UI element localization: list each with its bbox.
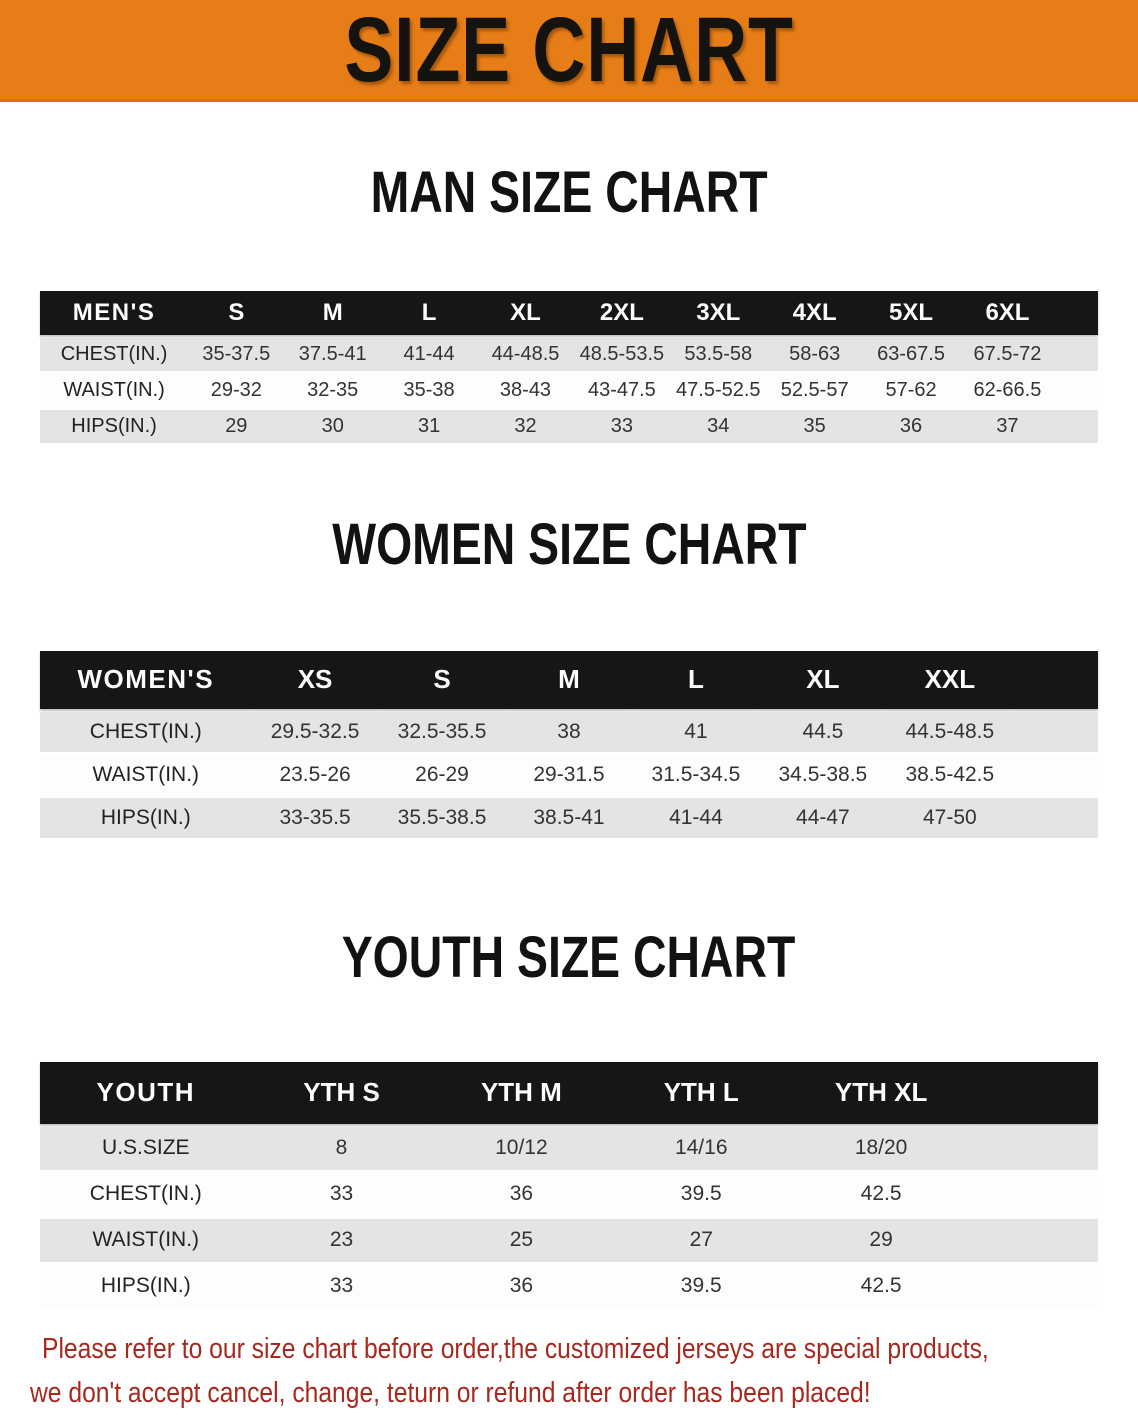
size-cell-filler bbox=[971, 1127, 1098, 1170]
column-header: S bbox=[188, 291, 284, 335]
row-label: HIPS(IN.) bbox=[40, 1265, 252, 1308]
column-header: XS bbox=[252, 651, 379, 709]
size-cell: 29.5-32.5 bbox=[252, 712, 379, 752]
column-header: XL bbox=[759, 651, 886, 709]
size-cell: 29 bbox=[188, 410, 284, 443]
size-cell-filler bbox=[1013, 712, 1098, 752]
size-cell: 33 bbox=[252, 1265, 432, 1308]
size-cell-filler bbox=[971, 1219, 1098, 1262]
size-cell-filler bbox=[1056, 338, 1098, 371]
men-section-heading: MAN SIZE CHART bbox=[370, 160, 768, 226]
size-cell: 43-47.5 bbox=[574, 374, 670, 407]
banner-title: SIZE CHART bbox=[344, 0, 794, 101]
size-cell: 47-50 bbox=[886, 798, 1013, 838]
column-header: 2XL bbox=[574, 291, 670, 335]
size-cell: 39.5 bbox=[611, 1265, 791, 1308]
youth-section bbox=[0, 881, 1138, 1311]
column-header: YTH L bbox=[611, 1062, 791, 1124]
column-header: L bbox=[632, 651, 759, 709]
size-cell: 38.5-42.5 bbox=[886, 755, 1013, 795]
size-cell: 33 bbox=[252, 1173, 432, 1216]
women-chest-row bbox=[40, 712, 1098, 752]
youth-waist-row bbox=[40, 1219, 1098, 1262]
row-label: WAIST(IN.) bbox=[40, 374, 188, 407]
size-cell: 67.5-72 bbox=[959, 338, 1055, 371]
size-cell: 38-43 bbox=[477, 374, 573, 407]
size-cell: 62-66.5 bbox=[959, 374, 1055, 407]
row-label: U.S.SIZE bbox=[40, 1127, 252, 1170]
size-cell: 29-32 bbox=[188, 374, 284, 407]
size-cell: 18/20 bbox=[791, 1127, 971, 1170]
size-cell: 42.5 bbox=[791, 1173, 971, 1216]
size-cell: 37.5-41 bbox=[285, 338, 381, 371]
column-header: M bbox=[506, 651, 633, 709]
column-header: YTH M bbox=[431, 1062, 611, 1124]
row-label: CHEST(IN.) bbox=[40, 1173, 252, 1216]
size-cell: 58-63 bbox=[766, 338, 862, 371]
size-cell: 31 bbox=[381, 410, 477, 443]
men-size-table bbox=[40, 288, 1098, 446]
row-label: HIPS(IN.) bbox=[40, 410, 188, 443]
size-cell: 29-31.5 bbox=[506, 755, 633, 795]
size-cell: 30 bbox=[285, 410, 381, 443]
youth-header-row bbox=[40, 1062, 1098, 1124]
size-cell: 36 bbox=[431, 1265, 611, 1308]
size-cell: 52.5-57 bbox=[766, 374, 862, 407]
size-cell: 31.5-34.5 bbox=[632, 755, 759, 795]
size-cell: 35.5-38.5 bbox=[379, 798, 506, 838]
column-header: XXL bbox=[886, 651, 1013, 709]
column-header: 4XL bbox=[766, 291, 862, 335]
size-cell: 47.5-52.5 bbox=[670, 374, 766, 407]
column-header: L bbox=[381, 291, 477, 335]
women-table-group-label: WOMEN'S bbox=[40, 651, 252, 709]
size-cell: 57-62 bbox=[863, 374, 959, 407]
size-cell: 25 bbox=[431, 1219, 611, 1262]
youth-section-heading: YOUTH SIZE CHART bbox=[342, 924, 796, 990]
men-table-group-label: MEN'S bbox=[40, 291, 188, 335]
men-header-row bbox=[40, 291, 1098, 335]
size-cell: 53.5-58 bbox=[670, 338, 766, 371]
men-waist-row bbox=[40, 374, 1098, 407]
size-cell-filler bbox=[1013, 755, 1098, 795]
size-cell: 41-44 bbox=[381, 338, 477, 371]
column-header-filler bbox=[1013, 651, 1098, 709]
column-header: 5XL bbox=[863, 291, 959, 335]
size-cell: 8 bbox=[252, 1127, 432, 1170]
size-cell: 26-29 bbox=[379, 755, 506, 795]
women-size-table bbox=[40, 648, 1098, 841]
size-cell: 36 bbox=[431, 1173, 611, 1216]
column-header: S bbox=[379, 651, 506, 709]
size-cell: 36 bbox=[863, 410, 959, 443]
column-header: 6XL bbox=[959, 291, 1055, 335]
size-cell: 32-35 bbox=[285, 374, 381, 407]
disclaimer-line-1: Please refer to our size chart before order,the customized jerseys are special products, bbox=[42, 1332, 989, 1365]
size-cell: 39.5 bbox=[611, 1173, 791, 1216]
size-cell: 32 bbox=[477, 410, 573, 443]
size-cell: 32.5-35.5 bbox=[379, 712, 506, 752]
column-header: YTH S bbox=[252, 1062, 432, 1124]
column-header: XL bbox=[477, 291, 573, 335]
size-cell: 23.5-26 bbox=[252, 755, 379, 795]
men-chest-row bbox=[40, 338, 1098, 371]
size-cell: 10/12 bbox=[431, 1127, 611, 1170]
row-label: CHEST(IN.) bbox=[40, 338, 188, 371]
size-cell: 41-44 bbox=[632, 798, 759, 838]
size-cell: 34.5-38.5 bbox=[759, 755, 886, 795]
size-cell: 23 bbox=[252, 1219, 432, 1262]
size-cell-filler bbox=[971, 1173, 1098, 1216]
row-label: WAIST(IN.) bbox=[40, 1219, 252, 1262]
size-cell: 35-37.5 bbox=[188, 338, 284, 371]
size-cell: 33-35.5 bbox=[252, 798, 379, 838]
row-label: CHEST(IN.) bbox=[40, 712, 252, 752]
women-section-heading: WOMEN SIZE CHART bbox=[331, 512, 807, 578]
youth-table-group-label: YOUTH bbox=[40, 1062, 252, 1124]
column-header: 3XL bbox=[670, 291, 766, 335]
women-waist-row bbox=[40, 755, 1098, 795]
size-cell: 33 bbox=[574, 410, 670, 443]
size-cell: 29 bbox=[791, 1219, 971, 1262]
size-cell: 34 bbox=[670, 410, 766, 443]
women-header-row bbox=[40, 651, 1098, 709]
disclaimer bbox=[0, 1327, 1138, 1415]
youth-size-table bbox=[40, 1059, 1098, 1311]
size-cell: 44-47 bbox=[759, 798, 886, 838]
size-cell-filler bbox=[971, 1265, 1098, 1308]
size-cell: 44-48.5 bbox=[477, 338, 573, 371]
youth-hips-row bbox=[40, 1265, 1098, 1308]
youth-ussize-row bbox=[40, 1127, 1098, 1170]
size-cell: 41 bbox=[632, 712, 759, 752]
banner bbox=[0, 0, 1138, 102]
size-cell-filler bbox=[1056, 410, 1098, 443]
column-header: YTH XL bbox=[791, 1062, 971, 1124]
disclaimer-line-2: we don't accept cancel, change, teturn or refund after order has been placed! bbox=[30, 1376, 871, 1409]
youth-chest-row bbox=[40, 1173, 1098, 1216]
women-hips-row bbox=[40, 798, 1098, 838]
women-section bbox=[0, 468, 1138, 840]
size-cell: 35 bbox=[766, 410, 862, 443]
size-cell: 42.5 bbox=[791, 1265, 971, 1308]
column-header-filler bbox=[1056, 291, 1098, 335]
size-cell: 35-38 bbox=[381, 374, 477, 407]
column-header-filler bbox=[971, 1062, 1098, 1124]
size-cell: 63-67.5 bbox=[863, 338, 959, 371]
size-cell: 48.5-53.5 bbox=[574, 338, 670, 371]
size-cell: 27 bbox=[611, 1219, 791, 1262]
size-cell: 44.5-48.5 bbox=[886, 712, 1013, 752]
row-label: WAIST(IN.) bbox=[40, 755, 252, 795]
size-cell: 37 bbox=[959, 410, 1055, 443]
row-label: HIPS(IN.) bbox=[40, 798, 252, 838]
size-cell: 44.5 bbox=[759, 712, 886, 752]
size-cell: 38 bbox=[506, 712, 633, 752]
size-cell: 14/16 bbox=[611, 1127, 791, 1170]
men-hips-row bbox=[40, 410, 1098, 443]
size-cell-filler bbox=[1013, 798, 1098, 838]
column-header: M bbox=[285, 291, 381, 335]
size-cell-filler bbox=[1056, 374, 1098, 407]
men-section bbox=[0, 116, 1138, 446]
size-cell: 38.5-41 bbox=[506, 798, 633, 838]
